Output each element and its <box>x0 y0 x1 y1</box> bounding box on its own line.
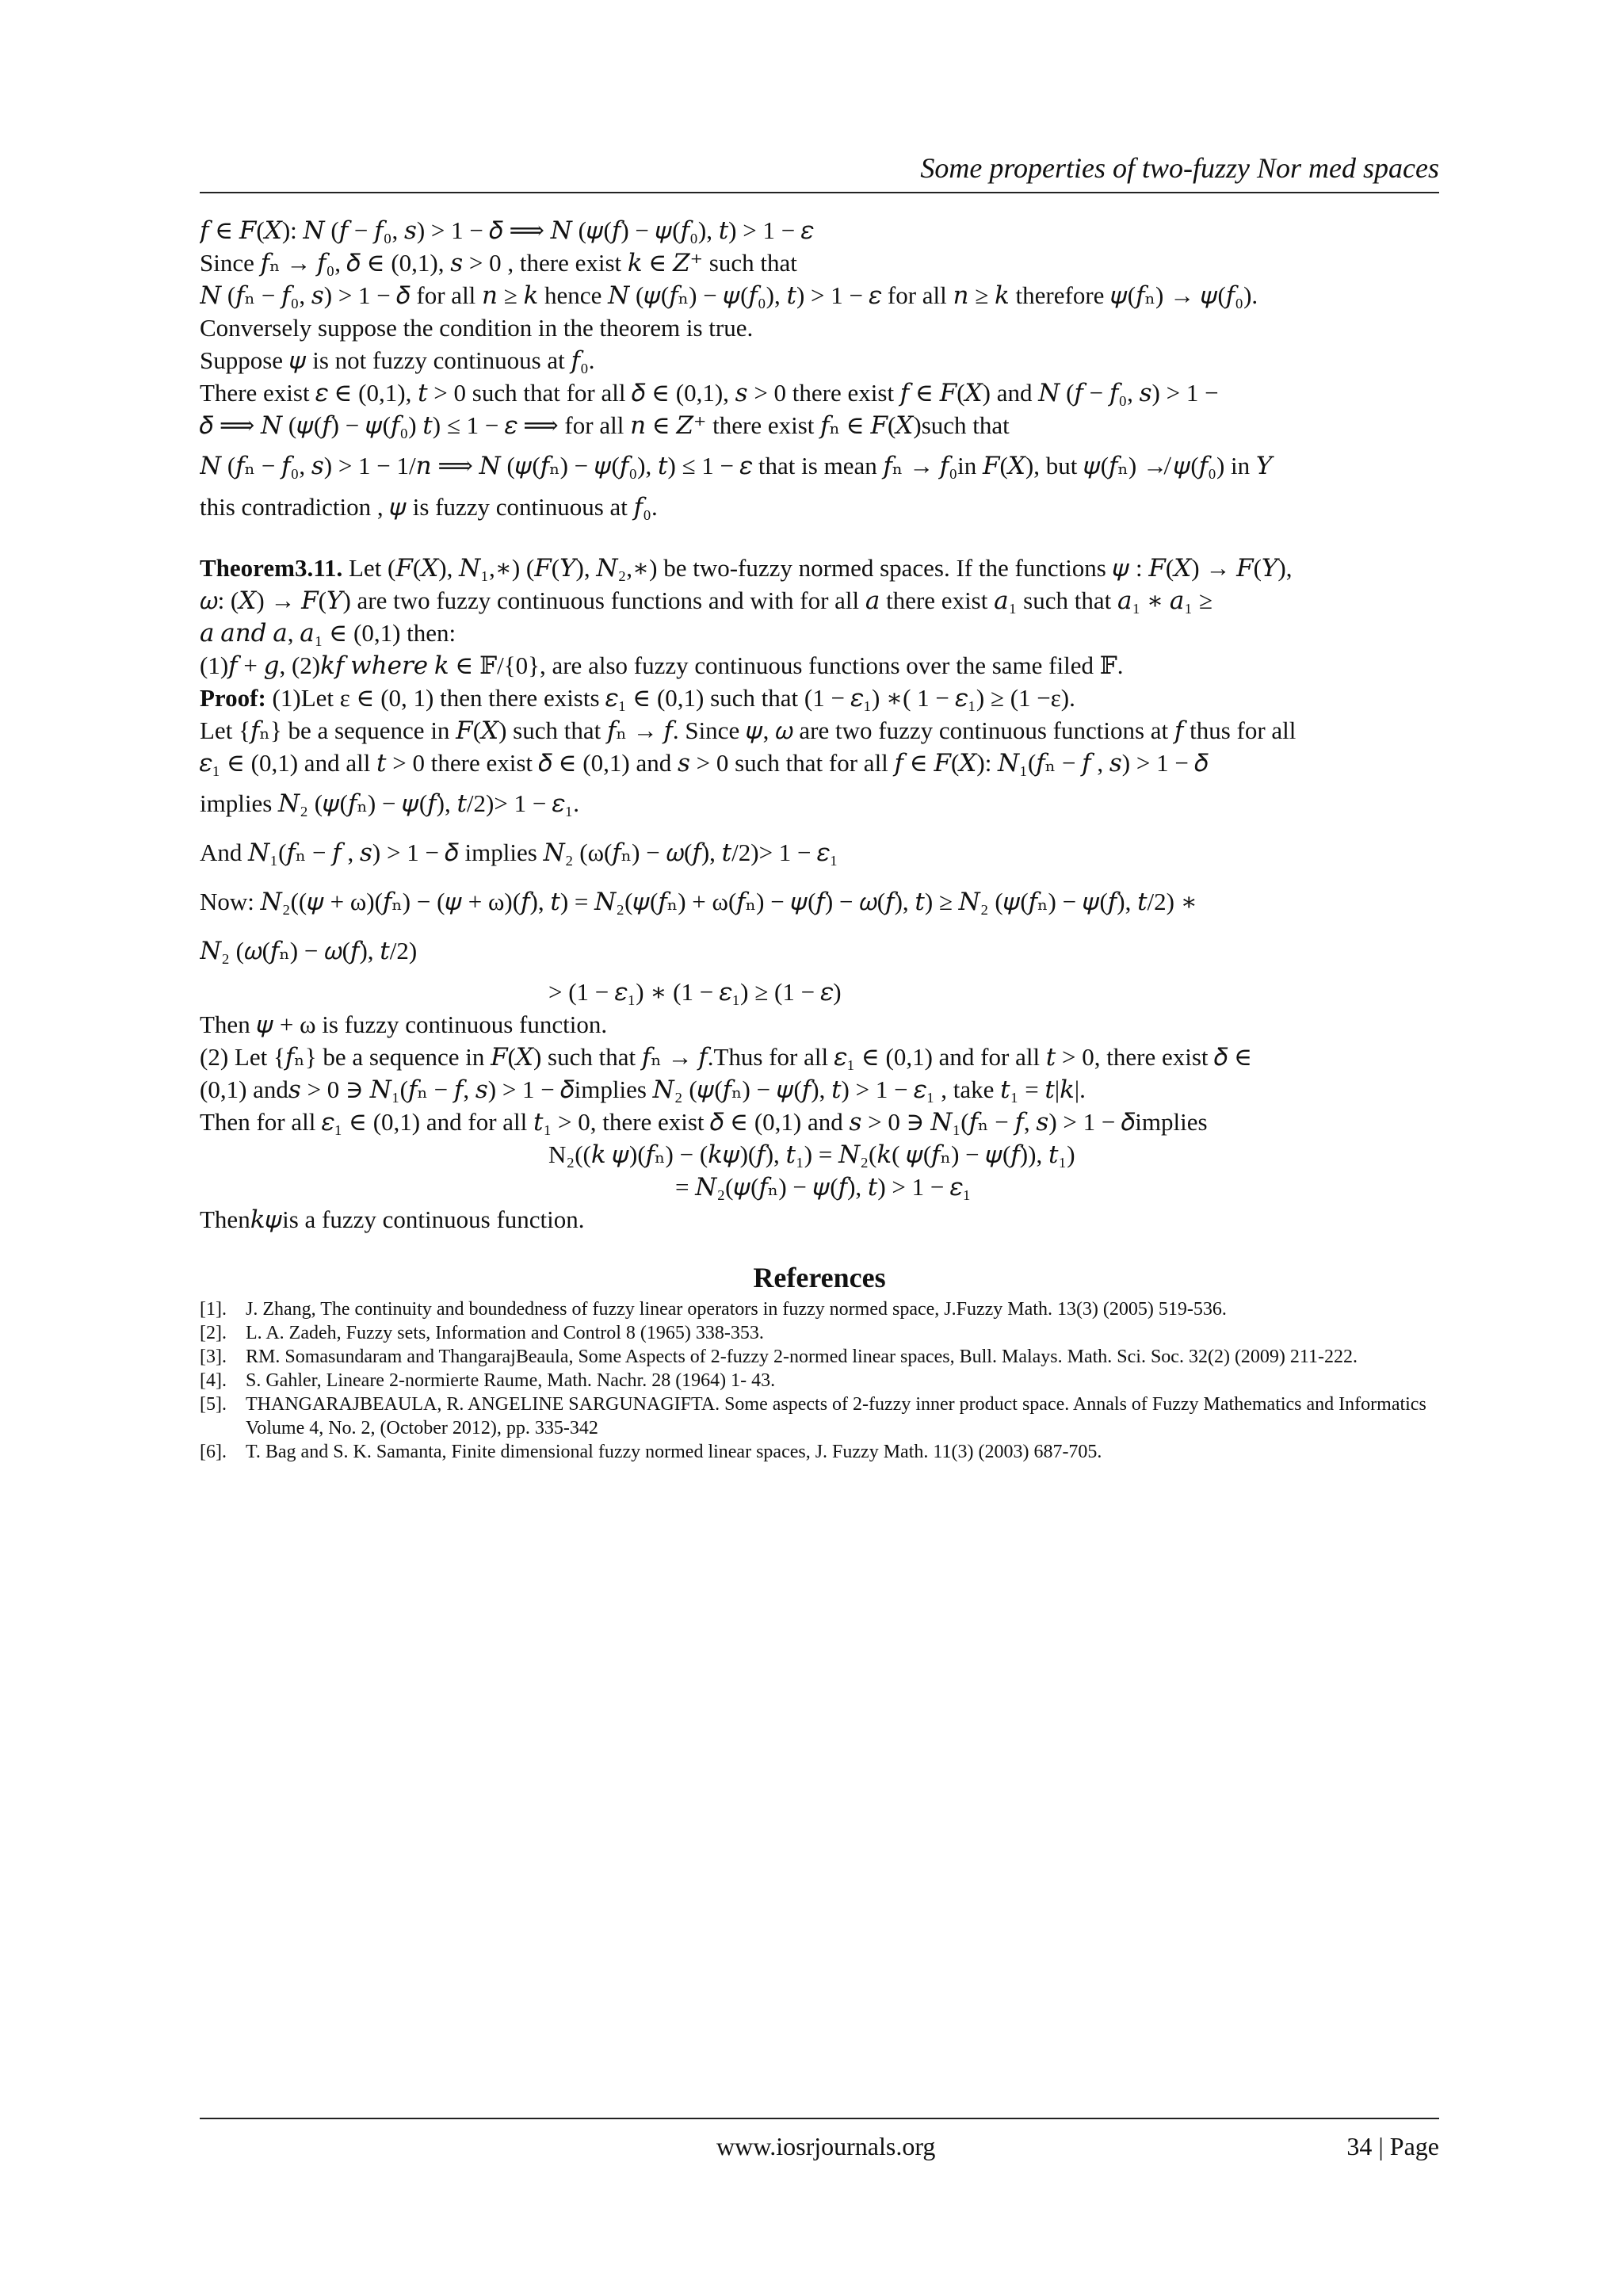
text-line: Suppose 𝜓 is not fuzzy continuous at 𝑓₀. <box>200 346 595 374</box>
proof-label: Proof: <box>200 684 266 712</box>
proof-line: Then 𝜓 + ω is fuzzy continuous function. <box>200 1010 608 1038</box>
reference-text: THANGARAJBEAULA, R. ANGELINE SARGUNAGIFTA. Some aspects of 2-fuzzy inner product space. Annals of Fuzzy Mathematics and Informatics Volume 4, No. 2, (October 2012), pp. 335-342 <box>246 1394 1426 1438</box>
proof-line: 𝑁₂ (𝜔(𝑓ₙ) − 𝜔(𝑓), 𝑡/2) <box>200 937 418 965</box>
reference-text: T. Bag and S. K. Samanta, Finite dimensional fuzzy normed linear spaces, J. Fuzzy Math. 11(3) (2003) 687-705. <box>246 1442 1102 1462</box>
reference-number: [6]. <box>200 1442 227 1462</box>
text-line: Since 𝑓ₙ → 𝑓₀, 𝛿 ∈ (0,1), 𝑠 > 0 , there exist 𝑘 ∈ 𝑍⁺ such that <box>200 249 797 277</box>
proof-line: And 𝑁₁(𝑓ₙ − 𝑓 , 𝑠) > 1 − 𝛿 implies 𝑁₂ (ω(𝑓ₙ) − 𝜔(𝑓), 𝑡/2)> 1 − 𝜀₁ <box>200 839 838 866</box>
proof-line: Then𝑘𝜓is a fuzzy continuous function. <box>200 1205 585 1233</box>
theorem-label: Theorem3.11. <box>200 554 343 582</box>
text-line: 𝑁 (𝑓ₙ − 𝑓₀, 𝑠) > 1 − 𝛿 for all 𝑛 ≥ 𝑘 hence 𝑁 (𝜓(𝑓ₙ) − 𝜓(𝑓₀), 𝑡) > 1 − 𝜀 for all 𝑛 ≥ 𝑘 therefore 𝜓(𝑓ₙ) → 𝜓(𝑓₀). <box>200 281 1258 309</box>
reference-text: L. A. Zadeh, Fuzzy sets, Information and Control 8 (1965) 338-353. <box>246 1323 764 1343</box>
proof-line: > (1 − 𝜀₁) ∗ (1 − 𝜀₁) ≥ (1 − 𝜀) <box>548 978 842 1006</box>
reference-item <box>200 1321 1439 1345</box>
text-line: 𝛿 ⟹ 𝑁 (𝜓(𝑓) − 𝜓(𝑓₀) 𝑡) ≤ 1 − 𝜀 ⟹ for all 𝑛 ∈ 𝑍⁺ there exist 𝑓ₙ ∈ 𝐹(𝑋)such that <box>200 411 1010 439</box>
proof-line: 𝜀₁ ∈ (0,1) and all 𝑡 > 0 there exist 𝛿 ∈ (0,1) and 𝑠 > 0 such that for all 𝑓 ∈ 𝐹(𝑋): 𝑁₁(𝑓ₙ − 𝑓 , 𝑠) > 1 − 𝛿 <box>200 749 1209 777</box>
text-line: Conversely suppose the condition in the theorem is true. <box>200 314 754 342</box>
text-line: 𝑁 (𝑓ₙ − 𝑓₀, 𝑠) > 1 − 1/𝑛 ⟹ 𝑁 (𝜓(𝑓ₙ) − 𝜓(𝑓₀), 𝑡) ≤ 1 − 𝜀 that is mean 𝑓ₙ → 𝑓₀in 𝐹(𝑋), but 𝜓(𝑓ₙ) ↛ 𝜓(𝑓₀) in 𝑌 <box>200 452 1273 479</box>
reference-text: J. Zhang, The continuity and boundedness of fuzzy linear operators in fuzzy normed space, J.Fuzzy Math. 13(3) (2005) 519-536. <box>246 1299 1227 1320</box>
proof-line: = 𝑁₂(𝜓(𝑓ₙ) − 𝜓(𝑓), 𝑡) > 1 − 𝜀₁ <box>675 1173 972 1201</box>
proof-line <box>200 682 1439 714</box>
text-line: 𝑓 ∈ 𝐹(𝑋): 𝑁 (𝑓 − 𝑓₀, 𝑠) > 1 − 𝛿 ⟹ 𝑁 (𝜓(𝑓) − 𝜓(𝑓₀), 𝑡) > 1 − 𝜀 <box>200 216 814 244</box>
theorem-text: Let (𝐹(𝑋), 𝑁₁,∗) (𝐹(𝑌), 𝑁₂,∗) be two-fuzzy normed spaces. If the functions 𝜓 : 𝐹(𝑋) → 𝐹(𝑌), <box>342 554 1293 582</box>
reference-number: [4]. <box>200 1370 227 1391</box>
reference-number: [2]. <box>200 1323 227 1343</box>
references-heading: References <box>753 1262 886 1293</box>
reference-number: [5]. <box>200 1394 227 1415</box>
theorem-line: 𝑎 𝑎𝑛𝑑 𝑎, 𝑎₁ ∈ (0,1) then: <box>200 619 456 647</box>
proof-line: implies 𝑁₂ (𝜓(𝑓ₙ) − 𝜓(𝑓), 𝑡/2)> 1 − 𝜀₁. <box>200 789 580 817</box>
theorem-line: (1)𝑓 + 𝑔, (2)𝑘𝑓 𝑤ℎ𝑒𝑟𝑒 𝑘 ∈ 𝔽/{0}, are also fuzzy continuous functions over the same filed 𝔽. <box>200 651 1124 679</box>
proof-line: (2) Let {𝑓ₙ} be a sequence in 𝐹(𝑋) such that 𝑓ₙ → 𝑓.Thus for all 𝜀₁ ∈ (0,1) and for all 𝑡 > 0, there exist 𝛿 ∈ <box>200 1043 1253 1071</box>
spacer <box>200 523 1439 552</box>
theorem-line <box>200 552 1439 584</box>
footer-page-number: 34 | Page <box>1346 2132 1439 2160</box>
references-list <box>200 1297 1439 1464</box>
header-rule <box>200 192 1439 193</box>
proof-line: N₂((𝑘 𝜓)(𝑓ₙ) − (𝑘𝜓)(𝑓), 𝑡₁) = 𝑁₂(𝑘( 𝜓(𝑓ₙ) − 𝜓(𝑓)), 𝑡₁) <box>548 1140 1075 1168</box>
reference-number: [1]. <box>200 1299 227 1320</box>
text-line: this contradiction , 𝜓 is fuzzy continuous at 𝑓₀. <box>200 493 658 521</box>
reference-number: [3]. <box>200 1347 227 1367</box>
proof-line: Let {𝑓ₙ} be a sequence in 𝐹(𝑋) such that 𝑓ₙ → 𝑓. Since 𝜓, 𝜔 are two fuzzy continuous functions at 𝑓 thus for all <box>200 716 1296 744</box>
proof-line: Now: 𝑁₂((𝜓 + ω)(𝑓ₙ) − (𝜓 + ω)(𝑓), 𝑡) = 𝑁₂(𝜓(𝑓ₙ) + ω(𝑓ₙ) − 𝜓(𝑓) − 𝜔(𝑓), 𝑡) ≥ 𝑁₂ (𝜓(𝑓ₙ) − 𝜓(𝑓), 𝑡/2) ∗ <box>200 888 1197 915</box>
text-line: There exist 𝜀 ∈ (0,1), 𝑡 > 0 such that for all 𝛿 ∈ (0,1), 𝑠 > 0 there exist 𝑓 ∈ 𝐹(𝑋) and 𝑁 (𝑓 − 𝑓₀, 𝑠) > 1 − <box>200 379 1219 407</box>
reference-item <box>200 1392 1439 1440</box>
footer-rule <box>200 2118 1439 2119</box>
running-header: Some properties of two-fuzzy Nor med spaces <box>920 152 1439 184</box>
proof-line: (0,1) and𝑠 > 0 ∋ 𝑁₁(𝑓ₙ − 𝑓, 𝑠) > 1 − 𝛿implies 𝑁₂ (𝜓(𝑓ₙ) − 𝜓(𝑓), 𝑡) > 1 − 𝜀₁ , take 𝑡₁ = 𝑡|𝑘|. <box>200 1075 1086 1103</box>
footer-site: www.iosrjournals.org <box>716 2132 936 2160</box>
proof-text: (1)Let ε ∈ (0, 1) then there exists 𝜀₁ ∈ (0,1) such that (1 − 𝜀₁) ∗( 1 − 𝜀₁) ≥ (1 −ε). <box>265 684 1075 712</box>
reference-item <box>200 1369 1439 1392</box>
reference-text: RM. Somasundaram and ThangarajBeaula, Some Aspects of 2-fuzzy 2-normed linear spaces, Bull. Malays. Math. Sci. Soc. 32(2) (2009) 211-222. <box>246 1347 1358 1367</box>
body-text <box>200 214 1439 1236</box>
proof-line: Then for all 𝜀₁ ∈ (0,1) and for all 𝑡₁ > 0, there exist 𝛿 ∈ (0,1) and 𝑠 > 0 ∋ 𝑁₁(𝑓ₙ − 𝑓, 𝑠) > 1 − 𝛿implies <box>200 1108 1208 1136</box>
reference-text: S. Gahler, Lineare 2-normierte Raume, Math. Nachr. 28 (1964) 1- 43. <box>246 1370 776 1391</box>
reference-item <box>200 1297 1439 1321</box>
reference-item <box>200 1440 1439 1464</box>
reference-item <box>200 1345 1439 1369</box>
theorem-line: 𝜔: (𝑋) → 𝐹(𝑌) are two fuzzy continuous functions and with for all 𝑎 there exist 𝑎₁ such that 𝑎₁ ∗ 𝑎₁ ≥ <box>200 586 1212 614</box>
